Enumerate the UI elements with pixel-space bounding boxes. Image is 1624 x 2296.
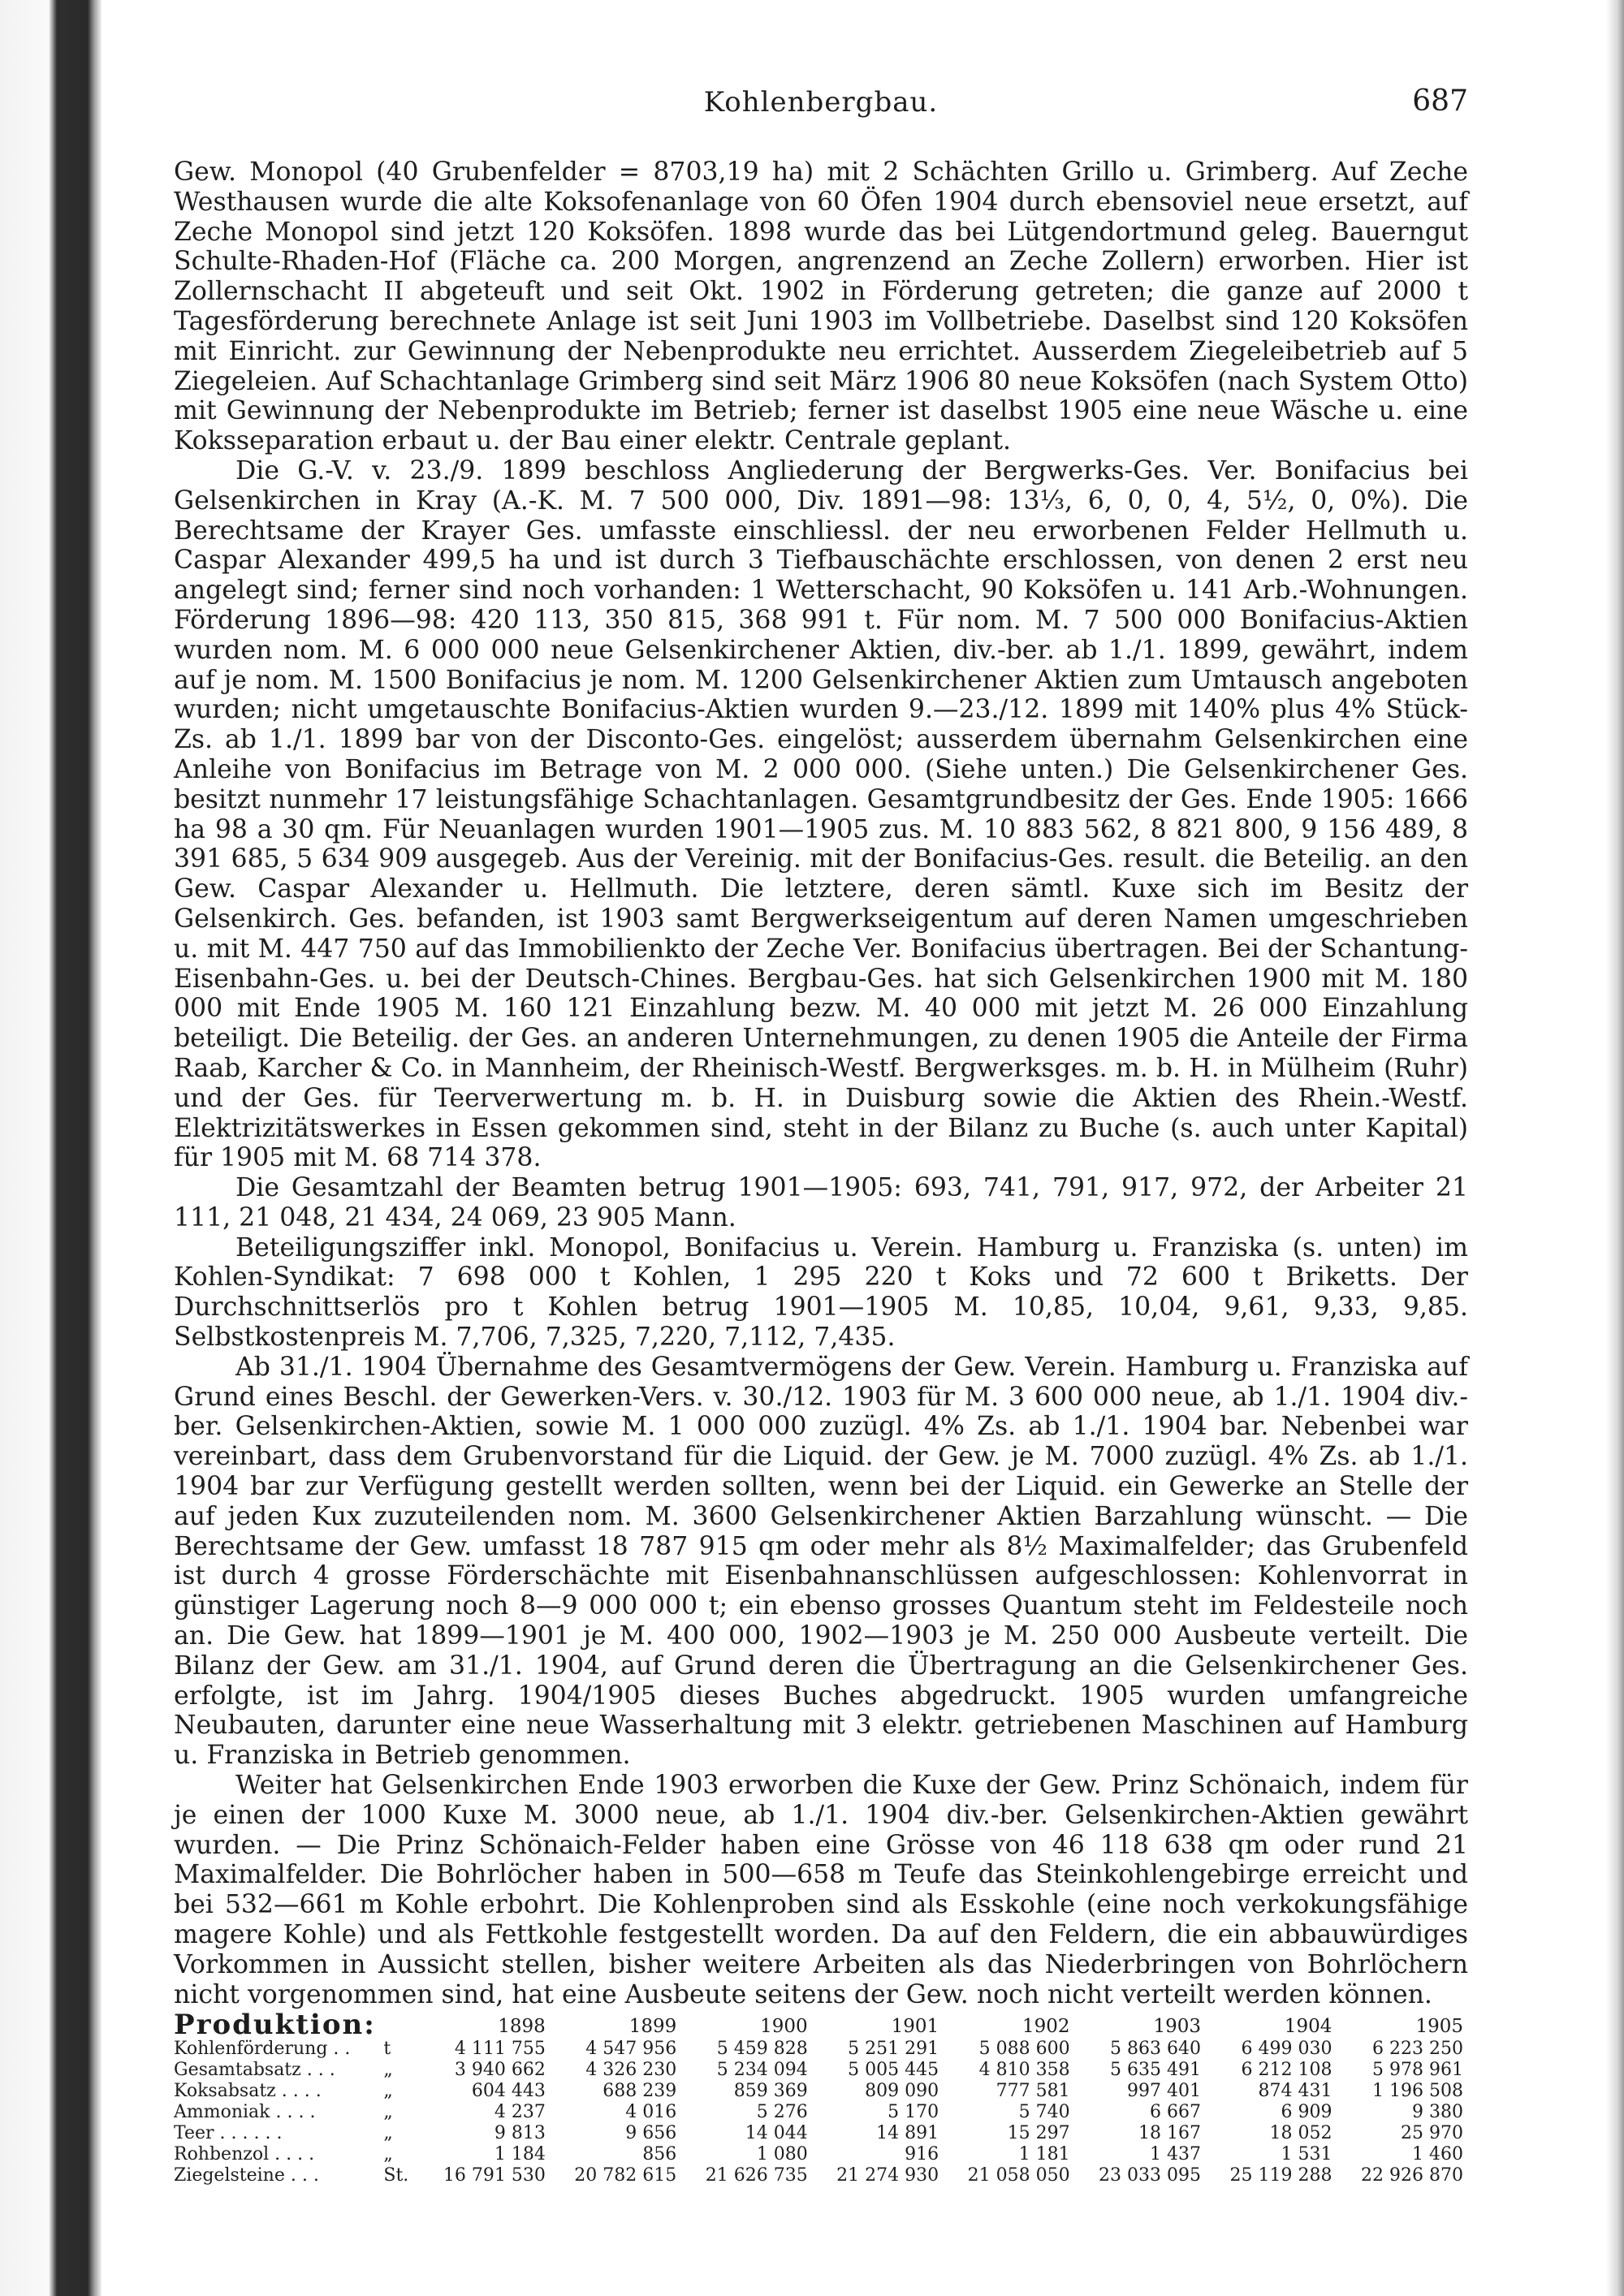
- production-title: Produktion:: [174, 2009, 376, 2042]
- year-header: 1903: [1153, 2016, 1202, 2038]
- row-label: Koksabsatz . . . .: [174, 2081, 322, 2102]
- value-cell: 1 184: [494, 2144, 546, 2165]
- value-cell: 14 891: [876, 2123, 939, 2144]
- value-cell: 1 080: [756, 2144, 808, 2165]
- body-text: [174, 158, 1468, 2009]
- production-row: [174, 2102, 1468, 2123]
- value-cell: 21 626 735: [705, 2165, 808, 2186]
- value-cell: 1 531: [1281, 2144, 1332, 2165]
- paragraph: Die G.-V. v. 23./9. 1899 beschloss Angliederung der Bergwerks-Ges. Ver. Bonifacius bei Gelsenkirchen in Kray (A.-K. M. 7 500 000, Div. 1891—98: 13⅓, 6, 0, 0, 4, 5½, 0, 0%). Die Berechtsame der Krayer Ges. umfasste einschliessl. der neu erworbenen Felder Hellmuth u. Caspar Alexander 499,5 ha und ist durch 3 Tiefbauschächte erschlossen, von denen 2 erst neu angelegt sind; ferner sind noch vorhanden: 1 Wetterschacht, 90 Koksöfen u. 141 Arb.-Wohnungen. Förderung 1896—98: 420 113, 350 815, 368 991 t. Für nom. M. 7 500 000 Bonifacius-Aktien wurden nom. M. 6 000 000 neue Gelsenkirchener Aktien, div.-ber. ab 1./1. 1899, gewährt, indem auf je nom. M. 1500 Bonifacius je nom. M. 1200 Gelsenkirchener Aktien zum Umtausch angeboten wurden; nicht umgetauschte Bonifacius-Aktien wurden 9.—23./12. 1899 mit 140% plus 4% Stück-Zs. ab 1./1. 1899 bar von der Disconto-Ges. eingelöst; ausserdem übernahm Gelsenkirchen eine Anleihe von Bonifacius im Betrage von M. 2 000 000. (Siehe unten.) Die Gelsenkirchener Ges. besitzt nunmehr 17 leistungsfähige Schachtanlagen. Gesamtgrundbesitz der Ges. Ende 1905: 1666 ha 98 a 30 qm. Für Neuanlagen wurden 1901—1905 zus. M. 10 883 562, 8 821 800, 9 156 489, 8 391 685, 5 634 909 ausgegeb. Aus der Vereinig. mit der Bonifacius-Ges. result. die Beteilig. an den Gew. Caspar Alexander u. Hellmuth. Die letztere, deren sämtl. Kuxe sich im Besitz der Gelsenkirch. Ges. befanden, ist 1903 samt Bergwerkseigentum auf deren Namen umgeschrieben u. mit M. 447 750 auf das Immobilienkto der Zeche Ver. Bonifacius übertragen. Bei der Schantung-Eisenbahn-Ges. u. bei der Deutsch-Chines. Bergbau-Ges. hat sich Gelsenkirchen 1900 mit M. 180 000 mit Ende 1905 M. 160 121 Einzahlung bezw. M. 40 000 mit jetzt M. 26 000 Einzahlung beteiligt. Die Beteilig. der Ges. an anderen Unternehmungen, zu denen 1905 die Anteile der Firma Raab, Karcher & Co. in Mannheim, der Rheinisch-Westf. Bergwerksges. m. b. H. in Mülheim (Ruhr) und der Ges. für Teerverwertung m. b. H. in Duisburg sowie die Aktien des Rhein.-Westf. Elektrizitätswerkes in Essen gekommen sind, steht in der Bilanz zu Buche (s. auch unter Kapital) für 1905 mit M. 68 714 378.: [174, 455, 1468, 1173]
- value-cell: 25 119 288: [1229, 2165, 1332, 2186]
- page-number: 687: [1412, 84, 1468, 118]
- value-cell: 604 443: [471, 2081, 546, 2102]
- value-cell: 5 459 828: [716, 2039, 808, 2060]
- production-row: [174, 2123, 1468, 2144]
- value-cell: 5 635 491: [1110, 2060, 1202, 2081]
- value-cell: 23 033 095: [1099, 2165, 1202, 2186]
- production-title-cell: [174, 2009, 419, 2042]
- value-cell: 5 863 640: [1110, 2039, 1202, 2060]
- value-cell: 5 978 961: [1372, 2060, 1463, 2081]
- row-unit: t: [383, 2039, 391, 2060]
- production-row: [174, 2144, 1468, 2165]
- paragraph: Beteiligungsziffer inkl. Monopol, Bonifacius u. Verein. Hamburg u. Franziska (s. unten) im Kohlen-Syndikat: 7 698 000 t Kohlen, 1 295 220 t Koks und 72 600 t Briketts. Der Durchschnittserlös pro t Kohlen betrug 1901—1905 M. 10,85, 10,04, 9,61, 9,33, 9,85. Selbstkostenpreis M. 7,706, 7,325, 7,220, 7,112, 7,435.: [174, 1232, 1468, 1353]
- year-header: 1900: [760, 2016, 808, 2038]
- value-cell: 5 170: [888, 2102, 939, 2123]
- page-edge: [1606, 0, 1624, 2296]
- value-cell: 5 740: [1018, 2102, 1070, 2123]
- value-cell: 21 274 930: [836, 2165, 939, 2186]
- value-cell: 1 196 508: [1372, 2081, 1463, 2102]
- production-row: [174, 2081, 1468, 2102]
- production-body: [174, 2039, 1468, 2186]
- value-cell: 4 016: [625, 2102, 677, 2123]
- year-header: 1898: [498, 2016, 546, 2038]
- value-cell: 4 547 956: [585, 2039, 677, 2060]
- value-cell: 6 499 030: [1241, 2039, 1332, 2060]
- year-header: 1899: [628, 2016, 677, 2038]
- value-cell: 20 782 615: [574, 2165, 677, 2186]
- paragraph: Weiter hat Gelsenkirchen Ende 1903 erworben die Kuxe der Gew. Prinz Schönaich, indem für je einen der 1000 Kuxe M. 3000 neue, ab 1./1. 1904 div.-ber. Gelsenkirchen-Aktien gewährt wurden. — Die Prinz Schönaich-Felder haben eine Grösse von 46 118 638 qm oder rund 21 Maximalfelder. Die Bohrlöcher haben in 500—658 m Teufe das Steinkohlengebirge erreicht und bei 532—661 m Kohle erbohrt. Die Kohlenproben sind als Esskohle (eine noch verkokungsfähige magere Kohle) und als Fettkohle festgestellt worden. Da auf den Feldern, die ein abbauwürdiges Vorkommen in Aussicht stellen, bisher weitere Arbeiten als das Niederbringen von Bohrlöchern nicht vorgenommen sind, hat eine Ausbeute seitens der Gew. noch nicht verteilt werden können.: [174, 1771, 1468, 2009]
- value-cell: 1 437: [1150, 2144, 1202, 2165]
- value-cell: 6 212 108: [1241, 2060, 1332, 2081]
- value-cell: 1 181: [1018, 2144, 1070, 2165]
- value-cell: 25 970: [1401, 2123, 1463, 2144]
- value-cell: 6 667: [1150, 2102, 1202, 2123]
- production-header-row: [174, 2014, 1468, 2039]
- year-header: 1901: [891, 2016, 939, 2038]
- value-cell: 777 581: [996, 2081, 1070, 2102]
- paragraph: Ab 31./1. 1904 Übernahme des Gesamtvermögens der Gew. Verein. Hamburg u. Franziska auf Grund eines Beschl. der Gewerken-Vers. v. 30./12. 1903 für M. 3 600 000 neue, ab 1./1. 1904 div.-ber. Gelsenkirchen-Aktien, sowie M. 1 000 000 zuzügl. 4% Zs. ab 1./1. 1904 bar. Nebenbei war vereinbart, dass dem Grubenvorstand für die Liquid. der Gew. je M. 7000 zuzügl. 4% Zs. ab 1./1. 1904 bar zur Verfügung gestellt werden sollten, wenn bei der Liquid. ein Gewerke an Stelle der auf jeden Kux zuzuteilenden nom. M. 3600 Gelsenkirchener Aktien Barzahlung wünscht. — Die Berechtsame der Gew. umfasst 18 787 915 qm oder mehr als 8½ Maximalfelder; das Grubenfeld ist durch 4 grosse Förderschächte mit Eisenbahnanschlüssen aufgeschlossen: Kohlenvorrat in günstiger Lagerung noch 8—9 000 000 t; ein ebenso grosses Quantum steht im Feldesteile noch an. Die Gew. hat 1899—1901 je M. 400 000, 1902—1903 je M. 250 000 Ausbeute verteilt. Die Bilanz der Gew. am 31./1. 1904, auf Grund deren die Übertragung an die Gelsenkirchener Ges. erfolgte, ist im Jahrg. 1904/1905 dieses Buches abgedruckt. 1905 wurden umfangreiche Neubauten, darunter eine neue Wasserhaltung mit 3 elektr. getriebenen Maschinen auf Hamburg u. Franziska in Betrieb genommen.: [174, 1352, 1468, 1771]
- row-label: Ziegelsteine . . .: [174, 2165, 319, 2186]
- value-cell: 688 239: [603, 2081, 677, 2102]
- value-cell: 874 431: [1258, 2081, 1332, 2102]
- value-cell: 5 088 600: [978, 2039, 1070, 2060]
- paragraph: Die Gesamtzahl der Beamten betrug 1901—1905: 693, 741, 791, 917, 972, der Arbeiter 21 111, 21 048, 21 434, 24 069, 23 905 Mann.: [174, 1173, 1468, 1232]
- row-label: Kohlenförderung . .: [174, 2039, 351, 2060]
- running-header: [174, 80, 1468, 128]
- row-label: Gesamtabsatz . . .: [174, 2060, 335, 2081]
- paragraph: Gew. Monopol (40 Grubenfelder = 8703,19 ha) mit 2 Schächten Grillo u. Grimberg. Auf Zeche Westhausen wurde die alte Koksofenanlage von 60 Öfen 1904 durch ebensoviel neue ersetzt, auf Zeche Monopol sind jetzt 120 Koksöfen. 1898 wurde das bei Lütgendortmund geleg. Bauerngut Schulte-Rhaden-Hof (Fläche ca. 200 Morgen, angrenzend an Zeche Zollern) erworben. Hier ist Zollernschacht II abgeteuft und seit Okt. 1902 in Förderung getreten; die ganze auf 2000 t Tagesförderung berechnete Anlage ist seit Juni 1903 im Vollbetriebe. Daselbst sind 120 Koksöfen mit Einricht. zur Gewinnung der Nebenprodukte neu errichtet. Ausserdem Ziegeleibetrieb auf 5 Ziegeleien. Auf Schachtanlage Grimberg sind seit März 1906 80 neue Koksöfen (nach System Otto) mit Gewinnung der Nebenprodukte im Betrieb; ferner ist daselbst 1905 eine neue Wäsche u. eine Koksseparation erbaut u. der Bau einer elektr. Centrale geplant.: [174, 158, 1468, 456]
- row-unit: „: [383, 2102, 393, 2123]
- value-cell: 5 276: [756, 2102, 808, 2123]
- value-cell: 9 813: [494, 2123, 546, 2144]
- value-cell: 859 369: [733, 2081, 808, 2102]
- value-cell: 1 460: [1412, 2144, 1463, 2165]
- value-cell: 809 090: [865, 2081, 939, 2102]
- value-cell: 18 052: [1269, 2123, 1332, 2144]
- value-cell: 4 810 358: [978, 2060, 1070, 2081]
- value-cell: 9 656: [625, 2123, 677, 2144]
- value-cell: 15 297: [1007, 2123, 1070, 2144]
- value-cell: 16 791 530: [443, 2165, 546, 2186]
- value-cell: 5 005 445: [848, 2060, 939, 2081]
- value-cell: 6 909: [1281, 2102, 1332, 2123]
- row-label: Rohbenzol . . . .: [174, 2144, 315, 2165]
- value-cell: 4 111 755: [454, 2039, 546, 2060]
- value-cell: 916: [905, 2144, 939, 2165]
- value-cell: 5 251 291: [848, 2039, 939, 2060]
- value-cell: 3 940 662: [454, 2060, 546, 2081]
- value-cell: 6 223 250: [1372, 2039, 1463, 2060]
- year-header: 1904: [1284, 2016, 1332, 2038]
- value-cell: 4 237: [494, 2102, 546, 2123]
- row-unit: „: [383, 2060, 393, 2081]
- value-cell: 856: [642, 2144, 677, 2165]
- value-cell: 22 926 870: [1361, 2165, 1463, 2186]
- production-row: [174, 2060, 1468, 2081]
- value-cell: 9 380: [1412, 2102, 1463, 2123]
- running-title: Kohlenbergbau.: [703, 86, 939, 119]
- value-cell: 4 326 230: [585, 2060, 677, 2081]
- production-table: [174, 2009, 1468, 2186]
- value-cell: 14 044: [745, 2123, 808, 2144]
- year-header: 1902: [1022, 2016, 1070, 2038]
- row-unit: „: [383, 2123, 393, 2144]
- value-cell: 18 167: [1138, 2123, 1202, 2144]
- book-spine: [0, 0, 102, 2296]
- production-row: [174, 2165, 1468, 2186]
- year-header: 1905: [1415, 2016, 1463, 2038]
- production-row: [174, 2039, 1468, 2060]
- page: [174, 80, 1468, 2186]
- value-cell: 997 401: [1127, 2081, 1202, 2102]
- value-cell: 21 058 050: [967, 2165, 1070, 2186]
- row-unit: St.: [383, 2165, 409, 2186]
- value-cell: 5 234 094: [716, 2060, 808, 2081]
- row-unit: „: [383, 2081, 393, 2102]
- row-unit: „: [383, 2144, 393, 2165]
- row-label: Teer . . . . . .: [174, 2123, 283, 2144]
- row-label: Ammoniak . . . .: [174, 2102, 316, 2123]
